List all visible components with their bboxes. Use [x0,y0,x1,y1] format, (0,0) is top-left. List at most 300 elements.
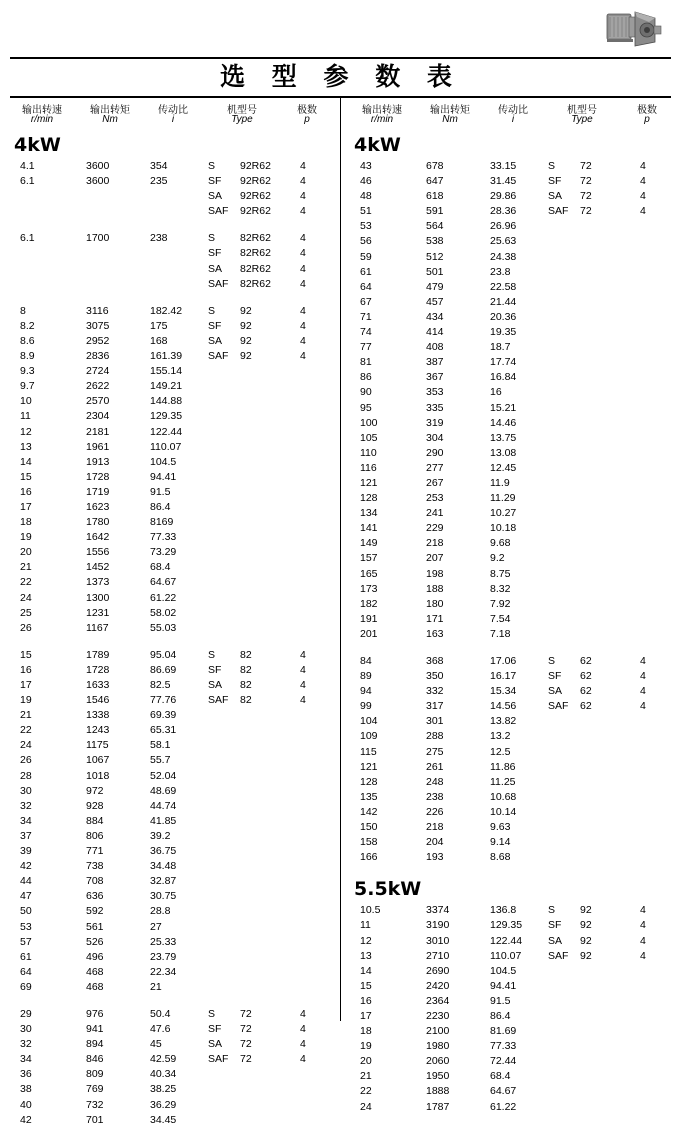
cell-type-prefix: SAF [548,949,569,962]
cell-type-number: 62 [580,655,592,667]
table-row [348,776,678,791]
right-column-header [348,100,678,128]
cell-ratio: 161.39 [150,350,183,363]
cell-output-speed: 100 [360,416,378,429]
table-row [348,281,678,296]
table-row [348,655,678,670]
cell-ratio: 136.8 [490,904,517,917]
cell-ratio: 25.33 [150,935,177,948]
cell-ratio: 38.25 [150,1083,177,1096]
cell-type-prefix: SA [548,685,563,698]
gear-motor-image [605,8,663,52]
table-row [348,341,678,356]
cell-type-number: 92 [580,919,592,932]
cell-output-torque: 238 [426,790,444,803]
cell-type-number: 72 [580,175,592,188]
table-row [348,326,678,341]
cell-ratio: 149.21 [150,380,183,393]
header-type-unit: Type [571,114,593,125]
cell-ratio: 11.86 [490,760,516,773]
cell-pole: 4 [640,160,646,172]
cell-output-torque: 261 [426,760,444,773]
cell-ratio: 14.56 [490,700,517,713]
cell-output-torque: 3600 [86,160,110,172]
power-section-heading: 5.5kW [354,878,422,901]
cell-output-torque: 1452 [86,561,110,574]
table-row [8,936,338,951]
table-row [8,607,338,622]
cell-pole: 4 [640,175,646,188]
cell-ratio: 11.25 [490,775,516,788]
cell-output-speed: 19 [20,694,32,707]
header-rpm-unit: r/min [30,114,54,125]
cell-output-speed: 21 [20,561,32,574]
cell-type-number: 72 [240,1053,252,1066]
cell-output-speed: 30 [20,1023,32,1036]
cell-output-speed: 64 [20,965,32,978]
cell-ratio: 13.75 [490,431,517,444]
cell-output-speed: 12 [20,425,32,438]
cell-output-torque: 2622 [86,380,110,393]
cell-output-torque: 1719 [86,485,110,498]
cell-output-torque: 1373 [86,576,110,589]
cell-ratio: 23.8 [490,265,511,278]
cell-output-speed: 99 [360,700,372,713]
cell-output-speed: 53 [360,220,372,233]
cell-ratio: 10.27 [490,507,517,520]
cell-type-number: 92 [580,904,592,917]
table-row [348,477,678,492]
cell-output-torque: 218 [426,537,444,550]
cell-output-torque: 367 [426,371,444,384]
header-pole-unit: p [644,114,650,125]
cell-output-torque: 3600 [86,175,110,188]
table-row [348,507,678,522]
cell-ratio: 110.07 [490,949,522,962]
cell-ratio: 16.17 [490,670,517,683]
table-row [348,613,678,628]
table-row [348,568,678,583]
cell-pole: 4 [300,175,306,188]
cell-output-torque: 198 [426,567,444,580]
cell-output-torque: 2710 [426,949,450,962]
cell-output-torque: 1787 [426,1100,450,1113]
cell-output-torque: 1789 [86,648,110,661]
cell-output-torque: 277 [426,461,444,474]
cell-output-speed: 40 [20,1098,32,1111]
table-row [348,402,678,417]
cell-ratio: 110.07 [150,440,182,453]
cell-ratio: 86.4 [150,500,171,513]
cell-output-torque: 2181 [86,425,110,438]
table-row [348,1055,678,1070]
cell-type-prefix: SA [208,679,223,691]
table-row [8,754,338,769]
table-row [8,1023,338,1038]
cell-output-torque: 1980 [426,1040,450,1053]
cell-type-prefix: SA [208,190,223,203]
cell-output-torque: 2230 [426,1009,450,1022]
cell-type-prefix: S [548,160,556,172]
cell-output-speed: 20 [360,1055,372,1068]
header-ratio-unit: i [171,114,175,125]
table-row [8,160,338,175]
cell-output-torque: 2060 [426,1055,450,1068]
cell-output-speed: 44 [20,875,32,888]
cell-ratio: 61.22 [150,591,177,604]
cell-pole: 4 [640,190,646,203]
cell-type-prefix: SF [208,175,222,188]
cell-output-torque: 809 [86,1068,104,1081]
cell-type-prefix: SAF [208,1053,229,1066]
cell-type-prefix: SF [208,663,222,676]
cell-pole: 4 [640,919,646,932]
cell-ratio: 182.42 [150,304,183,317]
cell-output-torque: 229 [426,522,444,535]
table-row [348,904,678,919]
table-row [348,1070,678,1085]
table-row [8,592,338,607]
table-block [8,1008,338,1129]
cell-pole: 4 [300,1007,306,1020]
left-column-header [8,100,338,128]
cell-output-speed: 6.1 [20,232,35,245]
cell-output-torque: 894 [86,1038,104,1051]
cell-ratio: 45 [150,1038,162,1051]
cell-pole: 4 [300,334,306,347]
cell-ratio: 55.7 [150,754,171,767]
cell-ratio: 104.5 [150,455,177,468]
cell-output-torque: 1546 [86,694,110,707]
cell-output-speed: 22 [360,1085,372,1098]
cell-type-number: 92 [580,934,592,947]
cell-output-torque: 1780 [86,516,110,529]
cell-ratio: 94.41 [150,470,177,483]
cell-ratio: 64.67 [150,576,177,589]
cell-output-torque: 3374 [426,904,450,917]
table-row [348,190,678,205]
table-row [348,628,678,643]
cell-ratio: 39.2 [150,829,171,842]
cell-type-prefix: SAF [208,350,229,363]
cell-output-torque: 1961 [86,440,110,453]
cell-output-speed: 37 [20,829,32,842]
cell-output-speed: 109 [360,730,378,743]
cell-output-speed: 17 [360,1009,372,1022]
table-row [8,921,338,936]
cell-type-prefix: S [548,904,556,917]
cell-ratio: 9.63 [490,821,511,834]
header-rpm-unit: r/min [370,114,394,125]
cell-output-speed: 128 [360,492,378,505]
cell-ratio: 82.5 [150,679,171,691]
cell-ratio: 16.84 [490,371,517,384]
cell-output-speed: 24 [360,1100,372,1113]
cell-ratio: 47.6 [150,1023,171,1036]
cell-output-speed: 95 [360,401,372,414]
cell-ratio: 144.88 [150,395,183,408]
cell-output-speed: 9.7 [20,380,35,393]
table-row [8,1099,338,1114]
table-row [8,175,338,190]
cell-ratio: 18.7 [490,341,511,354]
cell-output-torque: 2690 [426,964,450,977]
cell-output-torque: 204 [426,836,444,849]
cell-ratio: 77.33 [490,1040,517,1053]
cell-pole: 4 [300,1053,306,1066]
cell-ratio: 238 [150,232,168,245]
table-row [8,770,338,785]
table-row [8,471,338,486]
cell-output-torque: 561 [86,920,104,933]
cell-output-speed: 104 [360,715,378,728]
table-row [348,685,678,700]
cell-type-number: 82 [240,679,252,691]
cell-output-speed: 74 [360,326,372,339]
cell-output-speed: 10.5 [360,904,381,917]
header-ratio-cn: 传动比 [498,105,528,116]
cell-output-torque: 526 [86,935,104,948]
table-row [8,486,338,501]
cell-output-speed: 42 [20,1113,32,1126]
header-type-cn: 机型号 [227,105,257,116]
cell-ratio: 55.03 [150,621,177,634]
cell-output-speed: 32 [20,799,32,812]
cell-ratio: 58.1 [150,739,171,752]
cell-output-speed: 69 [20,980,32,993]
cell-output-speed: 18 [360,1025,372,1038]
cell-output-speed: 89 [360,670,372,683]
cell-output-torque: 1888 [426,1085,450,1098]
cell-output-speed: 201 [360,627,378,640]
cell-ratio: 14.46 [490,416,517,429]
cell-output-torque: 618 [426,190,444,203]
cell-output-speed: 116 [360,461,377,474]
cell-ratio: 104.5 [490,964,517,977]
cell-output-speed: 13 [20,440,32,453]
cell-output-speed: 158 [360,836,378,849]
cell-output-torque: 317 [426,700,444,713]
cell-ratio: 86.69 [150,663,177,676]
cell-output-torque: 976 [86,1007,104,1020]
table-row [8,815,338,830]
cell-ratio: 34.48 [150,860,177,873]
cell-output-torque: 180 [426,597,444,610]
table-row [348,160,678,175]
cell-output-speed: 4.1 [20,160,35,172]
cell-ratio: 20.36 [490,310,517,323]
cell-output-torque: 434 [426,310,444,323]
cell-ratio: 11.9 [490,476,510,489]
cell-output-torque: 3116 [86,304,109,317]
cell-ratio: 10.14 [490,805,517,818]
cell-output-torque: 353 [426,386,444,399]
cell-ratio: 11.29 [490,492,516,505]
cell-type-prefix: SAF [208,277,229,290]
cell-output-speed: 36 [20,1068,32,1081]
cell-output-speed: 19 [360,1040,372,1053]
cell-output-speed: 14 [360,964,372,977]
cell-type-number: 82 [240,648,252,661]
cell-output-torque: 538 [426,235,444,248]
cell-output-speed: 38 [20,1083,32,1096]
cell-type-number: 92 [240,350,252,363]
cell-output-torque: 738 [86,860,104,873]
cell-ratio: 29.86 [490,190,517,203]
cell-output-torque: 368 [426,655,444,667]
cell-output-torque: 1642 [86,531,110,544]
cell-output-speed: 29 [20,1007,32,1020]
table-row [8,350,338,365]
cell-output-speed: 17 [20,679,32,691]
cell-output-speed: 8.6 [20,334,35,347]
table-row [348,462,678,477]
cell-ratio: 16 [490,386,502,399]
cell-type-number: 72 [240,1007,252,1020]
cell-ratio: 8.75 [490,567,511,580]
table-row [348,1010,678,1025]
cell-output-speed: 11 [20,410,31,423]
cell-output-speed: 24 [20,591,32,604]
table-row [8,724,338,739]
cell-output-speed: 121 [360,760,378,773]
table-row [348,935,678,950]
cell-pole: 4 [300,648,306,661]
cell-type-prefix: SF [208,247,222,260]
cell-ratio: 122.44 [150,425,183,438]
cell-output-speed: 18 [20,516,32,529]
cell-output-torque: 275 [426,745,444,758]
cell-type-number: 92 [240,319,252,332]
header-type-unit: Type [231,114,253,125]
title-rule-top [10,57,671,59]
cell-output-torque: 2570 [86,395,110,408]
cell-pole: 4 [300,1038,306,1051]
cell-ratio: 15.34 [490,685,517,698]
cell-ratio: 33.15 [490,160,517,172]
cell-output-speed: 39 [20,845,32,858]
cell-pole: 4 [640,934,646,947]
cell-output-torque: 592 [86,905,104,918]
cell-output-speed: 30 [20,784,32,797]
cell-type-prefix: SAF [208,205,229,218]
cell-output-speed: 166 [360,851,378,864]
cell-ratio: 22.34 [150,965,177,978]
cell-type-prefix: SF [208,319,222,332]
cell-output-torque: 2364 [426,994,450,1007]
cell-ratio: 9.2 [490,552,505,565]
cell-type-number: 72 [580,190,592,203]
cell-output-speed: 115 [360,745,377,758]
cell-ratio: 8169 [150,516,174,529]
cell-output-speed: 22 [20,576,32,589]
table-row [8,845,338,860]
table-row [8,190,338,205]
cell-type-prefix: SA [548,934,563,947]
cell-output-torque: 678 [426,160,444,172]
header-torque-unit: Nm [102,114,118,125]
cell-ratio: 31.45 [490,175,517,188]
table-row [348,791,678,806]
table-row [8,966,338,981]
cell-ratio: 7.92 [490,597,511,610]
cell-type-prefix: SAF [548,205,569,218]
table-row [348,950,678,965]
header-torque-unit: Nm [442,114,458,125]
table-row [348,1040,678,1055]
cell-output-speed: 19 [20,531,32,544]
cell-output-speed: 25 [20,606,32,619]
cell-output-speed: 21 [360,1070,372,1083]
cell-pole: 4 [640,655,646,667]
table-row [348,417,678,432]
cell-ratio: 19.35 [490,326,517,339]
table-row [348,266,678,281]
cell-ratio: 17.74 [490,356,517,369]
table-row [8,380,338,395]
table-block [348,160,678,643]
power-section-heading: 4kW [354,134,401,156]
cell-output-torque: 3075 [86,319,110,332]
cell-output-torque: 846 [86,1053,104,1066]
table-row [8,1114,338,1129]
cell-output-torque: 288 [426,730,444,743]
table-row [348,356,678,371]
table-row [8,860,338,875]
table-row [8,531,338,546]
table-row [348,598,678,613]
cell-output-torque: 941 [86,1023,104,1036]
cell-output-torque: 2724 [86,365,110,378]
right-column [348,100,678,1128]
table-row [8,561,338,576]
table-row [348,995,678,1010]
cell-output-speed: 6.1 [20,175,35,188]
cell-output-speed: 71 [360,310,372,323]
cell-ratio: 72.44 [490,1055,517,1068]
cell-output-torque: 408 [426,341,444,354]
cell-type-prefix: SAF [208,694,229,707]
cell-type-number: 92 [240,334,252,347]
cell-ratio: 44.74 [150,799,177,812]
cell-type-number: 62 [580,670,592,683]
cell-output-speed: 48 [360,190,372,203]
table-row [8,365,338,380]
table-row [348,715,678,730]
cell-output-torque: 468 [86,965,104,978]
table-row [8,800,338,815]
table-row [8,1068,338,1083]
cell-pole: 4 [300,319,306,332]
cell-pole: 4 [300,160,306,172]
cell-ratio: 7.54 [490,612,511,625]
left-table-body [8,134,338,1129]
table-row [348,836,678,851]
cell-output-torque: 1300 [86,591,110,604]
table-row [8,830,338,845]
table-row [8,981,338,996]
cell-output-torque: 1728 [86,663,110,676]
cell-output-torque: 457 [426,295,444,308]
cell-output-torque: 301 [426,715,444,728]
cell-output-speed: 142 [360,805,378,818]
cell-output-torque: 1633 [86,679,110,691]
table-row [8,278,338,293]
cell-type-prefix: SA [208,262,223,275]
cell-output-torque: 1623 [86,500,110,513]
cell-output-torque: 163 [426,627,444,640]
table-row [348,1085,678,1100]
